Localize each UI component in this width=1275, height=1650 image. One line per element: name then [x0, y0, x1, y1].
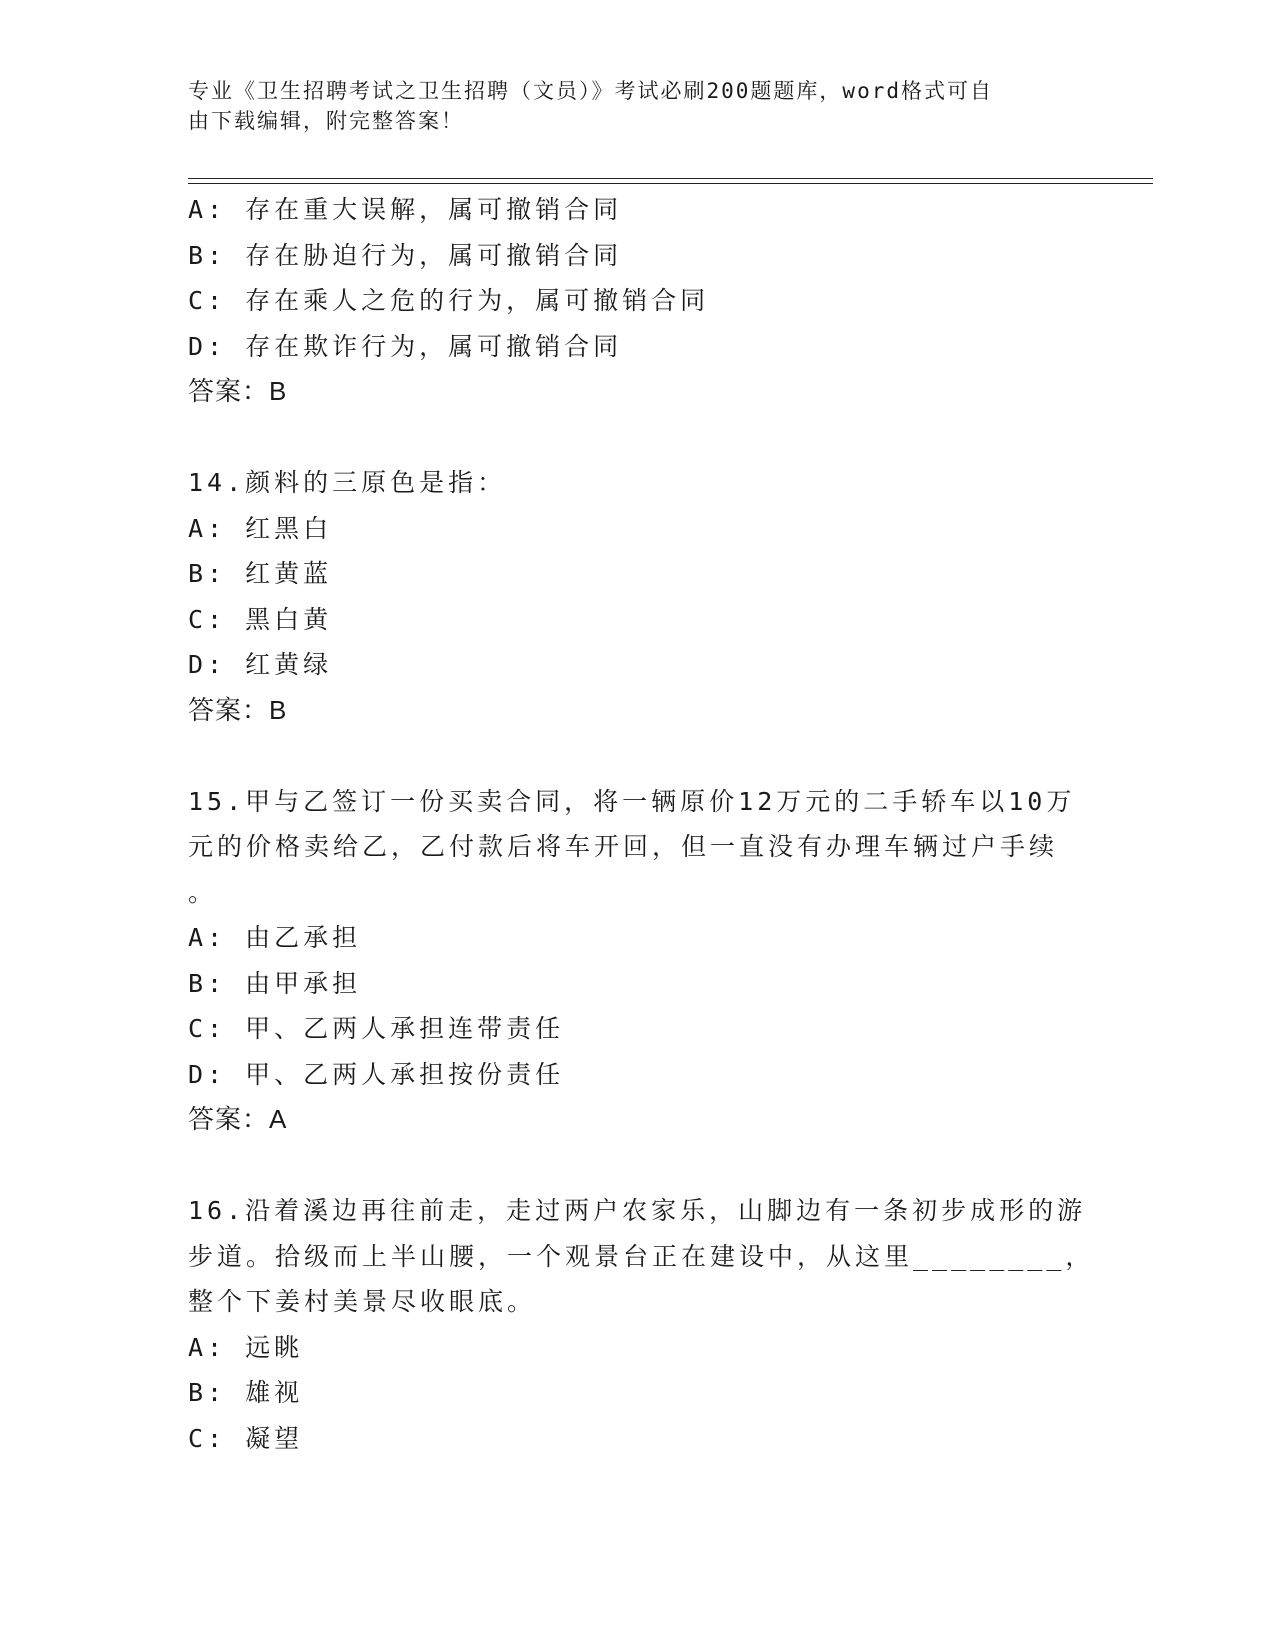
answer-line: 答案：B	[188, 694, 288, 725]
option-d: D: 存在欺诈行为，属可撤销合同	[188, 331, 623, 361]
option-b: B: 存在胁迫行为，属可撤销合同	[188, 240, 623, 270]
option-c: C: 甲、乙两人承担连带责任	[188, 1014, 565, 1043]
answer-line: 答案：B	[188, 376, 288, 406]
question-list	[188, 187, 1095, 1461]
question-stem: 14.颜料的三原色是指：	[188, 468, 507, 497]
option-c: C: 凝望	[188, 1423, 304, 1453]
question-stem-line-2: 元的价格卖给乙，乙付款后将车开回，但一直没有办理车辆过户手续	[188, 832, 1059, 861]
header-line-2: 由下载编辑，附完整答案！	[188, 109, 464, 133]
header-rule-bottom	[188, 183, 1153, 184]
question-13	[188, 187, 1088, 415]
option-d: D: 甲、乙两人承担按份责任	[188, 1059, 565, 1089]
option-c: C: 黑白黄	[188, 604, 333, 634]
question-stem-line-1: 16.沿着溪边再往前走，走过两户农家乐，山脚边有一条初步成形的游	[188, 1196, 1087, 1225]
question-stem-line-1: 15.甲与乙签订一份买卖合同，将一辆原价12万元的二手轿车以10万	[188, 786, 1076, 816]
spacer	[188, 1143, 1088, 1189]
spacer	[188, 733, 1088, 779]
document-header	[188, 76, 1088, 136]
question-stem-line-3: 整个下姜村美景尽收眼底。	[188, 1287, 537, 1316]
option-b: B: 由甲承担	[188, 968, 362, 998]
question-stem-line-3: 。	[188, 877, 218, 907]
option-c: C: 存在乘人之危的行为，属可撤销合同	[188, 286, 710, 315]
option-a: A: 存在重大误解，属可撤销合同	[188, 195, 623, 224]
option-d: D: 红黄绿	[188, 650, 333, 679]
answer-line: 答案：A	[188, 1104, 288, 1134]
option-b: B: 红黄蓝	[188, 559, 333, 588]
question-stem-line-2: 步道。拾级而上半山腰，一个观景台正在建设中，从这里________，	[188, 1241, 1095, 1271]
option-a: A: 由乙承担	[188, 923, 362, 952]
option-b: B: 雄视	[188, 1378, 304, 1407]
option-a: A: 红黑白	[188, 513, 333, 543]
header-rule-top	[188, 178, 1153, 179]
question-14	[188, 460, 1088, 733]
header-line-1: 专业《卫生招聘考试之卫生招聘（文员）》考试必刷200题题库，word格式可自	[188, 79, 993, 103]
option-a: A: 远眺	[188, 1332, 304, 1362]
spacer	[188, 415, 1088, 461]
question-15	[188, 779, 1088, 1143]
question-16	[188, 1188, 1095, 1461]
